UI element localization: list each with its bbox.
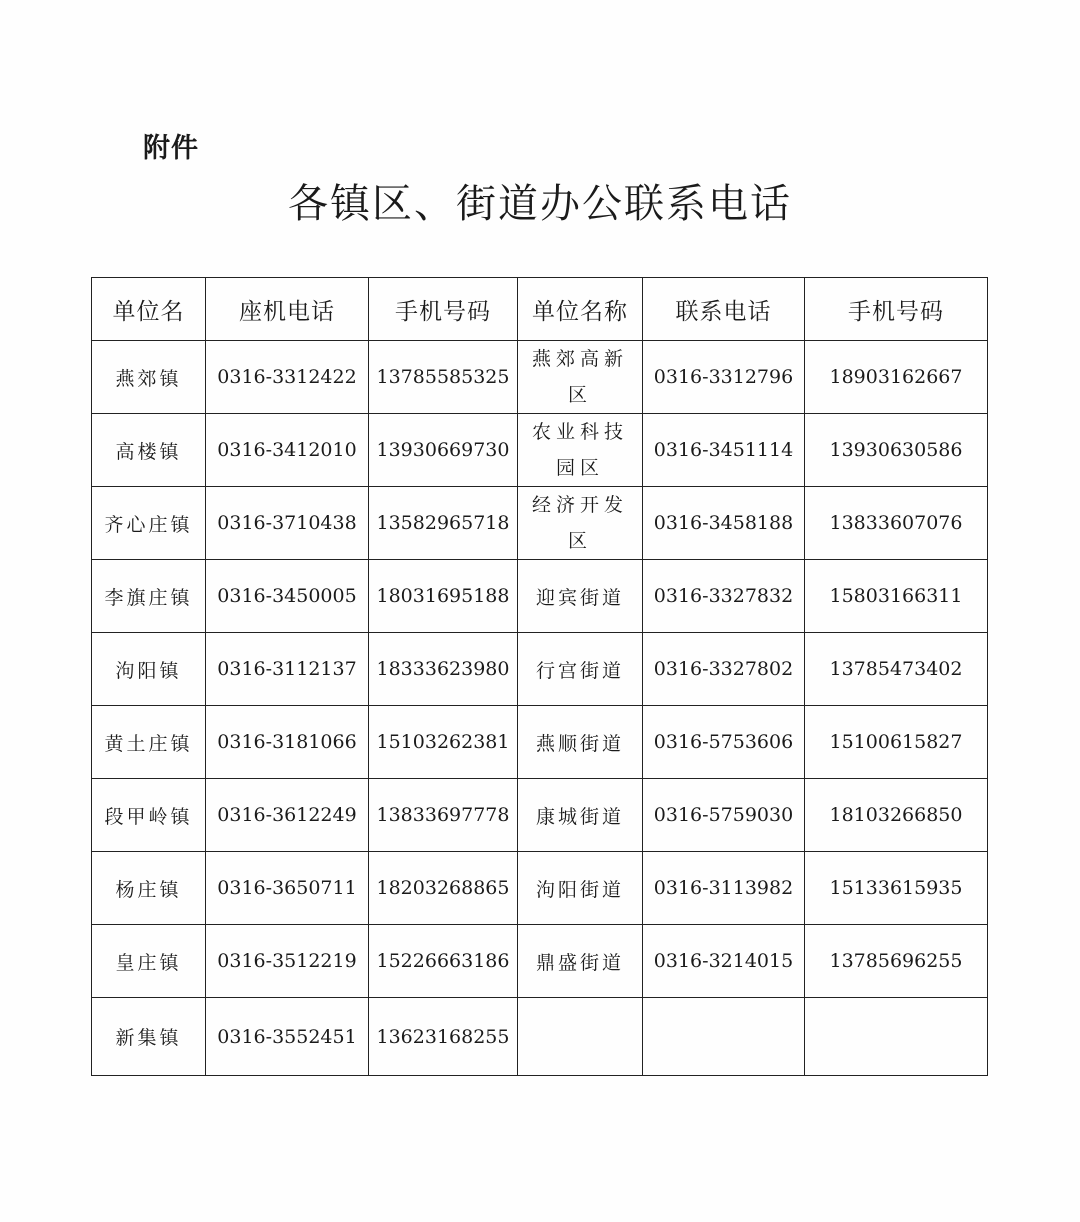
cell-unit-name-2: 行宫街道: [518, 633, 643, 706]
cell-unit-name-2: 迎宾街道: [518, 560, 643, 633]
cell-contact-phone: [643, 998, 805, 1076]
cell-mobile: 18333623980: [369, 633, 518, 706]
cell-contact-phone: 0316-3214015: [643, 925, 805, 998]
cell-unit-name: 杨庄镇: [92, 852, 206, 925]
cell-landline: 0316-3710438: [206, 487, 369, 560]
column-header-mobile-2: 手机号码: [805, 278, 988, 341]
cell-mobile-2: 18103266850: [805, 779, 988, 852]
cell-unit-name: 段甲岭镇: [92, 779, 206, 852]
cell-contact-phone: 0316-3113982: [643, 852, 805, 925]
cell-mobile-2: 15133615935: [805, 852, 988, 925]
cell-landline: 0316-3650711: [206, 852, 369, 925]
cell-mobile: 13833697778: [369, 779, 518, 852]
cell-contact-phone: 0316-3327802: [643, 633, 805, 706]
table-row: [92, 852, 988, 925]
cell-landline: 0316-3112137: [206, 633, 369, 706]
cell-mobile: 13582965718: [369, 487, 518, 560]
cell-unit-name: 高楼镇: [92, 414, 206, 487]
contacts-table: [91, 277, 988, 1076]
cell-mobile-2: 15100615827: [805, 706, 988, 779]
cell-landline: 0316-3552451: [206, 998, 369, 1076]
attachment-label: 附件: [143, 133, 199, 164]
table-row: [92, 560, 988, 633]
cell-landline: 0316-3181066: [206, 706, 369, 779]
cell-landline: 0316-3512219: [206, 925, 369, 998]
cell-contact-phone: 0316-3451114: [643, 414, 805, 487]
cell-mobile: 13930669730: [369, 414, 518, 487]
cell-unit-name: 李旗庄镇: [92, 560, 206, 633]
column-header-contact-phone: 联系电话: [643, 278, 805, 341]
column-header-unit-name: 单位名: [92, 278, 206, 341]
column-header-unit-name-2: 单位名称: [518, 278, 643, 341]
table-row: [92, 998, 988, 1076]
cell-landline: 0316-3412010: [206, 414, 369, 487]
cell-mobile-2: 13785473402: [805, 633, 988, 706]
cell-mobile: 18203268865: [369, 852, 518, 925]
cell-unit-name-2: [518, 998, 643, 1076]
cell-unit-name-2: 泃阳街道: [518, 852, 643, 925]
cell-unit-name-2: 经济开发区: [518, 487, 643, 560]
table-row: [92, 633, 988, 706]
cell-contact-phone: 0316-5753606: [643, 706, 805, 779]
cell-contact-phone: 0316-3327832: [643, 560, 805, 633]
cell-landline: 0316-3612249: [206, 779, 369, 852]
column-header-landline: 座机电话: [206, 278, 369, 341]
cell-mobile-2: [805, 998, 988, 1076]
cell-mobile-2: 15803166311: [805, 560, 988, 633]
cell-unit-name: 新集镇: [92, 998, 206, 1076]
cell-mobile: 18031695188: [369, 560, 518, 633]
cell-unit-name-2: 康城街道: [518, 779, 643, 852]
cell-mobile-2: 13930630586: [805, 414, 988, 487]
cell-unit-name-2: 农业科技园区: [518, 414, 643, 487]
cell-mobile-2: 13785696255: [805, 925, 988, 998]
table-row: [92, 487, 988, 560]
cell-mobile-2: 13833607076: [805, 487, 988, 560]
cell-unit-name: 黄土庄镇: [92, 706, 206, 779]
cell-mobile: 15226663186: [369, 925, 518, 998]
column-header-mobile: 手机号码: [369, 278, 518, 341]
cell-landline: 0316-3450005: [206, 560, 369, 633]
cell-unit-name: 燕郊镇: [92, 341, 206, 414]
cell-unit-name-2: 燕顺街道: [518, 706, 643, 779]
table-row: [92, 341, 988, 414]
cell-contact-phone: 0316-5759030: [643, 779, 805, 852]
page-title: 各镇区、街道办公联系电话: [288, 181, 792, 227]
cell-contact-phone: 0316-3458188: [643, 487, 805, 560]
cell-unit-name: 皇庄镇: [92, 925, 206, 998]
table-row: [92, 414, 988, 487]
cell-unit-name-2: 燕郊高新区: [518, 341, 643, 414]
table-row: [92, 925, 988, 998]
cell-mobile: 15103262381: [369, 706, 518, 779]
cell-mobile-2: 18903162667: [805, 341, 988, 414]
cell-landline: 0316-3312422: [206, 341, 369, 414]
table-row: [92, 706, 988, 779]
cell-unit-name: 齐心庄镇: [92, 487, 206, 560]
cell-unit-name: 泃阳镇: [92, 633, 206, 706]
cell-contact-phone: 0316-3312796: [643, 341, 805, 414]
cell-mobile: 13623168255: [369, 998, 518, 1076]
cell-mobile: 13785585325: [369, 341, 518, 414]
table-header-row: [92, 278, 988, 341]
cell-unit-name-2: 鼎盛街道: [518, 925, 643, 998]
table-row: [92, 779, 988, 852]
